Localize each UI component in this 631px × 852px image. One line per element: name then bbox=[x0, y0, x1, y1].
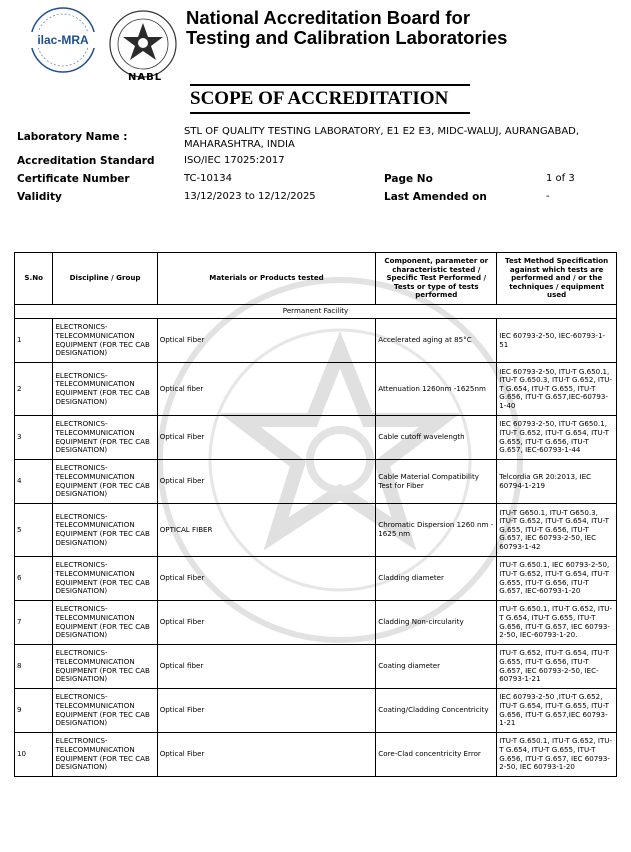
cell-component: Core-Clad concentricity Error bbox=[376, 733, 497, 777]
board-title bbox=[186, 8, 606, 48]
cell-discipline: ELECTRONICS- TELECOMMUNICATION EQUIPMENT (FOR TEC CAB DESIGNATION) bbox=[53, 460, 157, 504]
header-sno: S.No bbox=[15, 253, 53, 305]
certificate-label: Certificate Number bbox=[17, 173, 130, 185]
cell-sno: 4 bbox=[15, 460, 53, 504]
table-row bbox=[15, 733, 617, 777]
cell-material: Optical Fiber bbox=[157, 557, 376, 601]
cell-method: ITU-T G.650.1, IEC 60793-2-50, ITU-T G.652, ITU-T G.654, ITU-T G.655, ITU-T G.656, ITU-T G.657, IEC-60793-1-20 bbox=[497, 557, 617, 601]
cell-sno: 8 bbox=[15, 645, 53, 689]
cell-method: Telcordia GR 20:2013, IEC 60794-1-219 bbox=[497, 460, 617, 504]
cell-component: Cladding diameter bbox=[376, 557, 497, 601]
title-rule-bottom bbox=[190, 112, 470, 114]
cell-sno: 6 bbox=[15, 557, 53, 601]
cell-sno: 10 bbox=[15, 733, 53, 777]
cell-method: ITU-T G.650.1, ITU-T G.652, ITU-T G.654, ITU-T G.655, ITU-T G.656, ITU-T G.657, IEC 60793-2-50, IEC-60793-1-20. bbox=[497, 601, 617, 645]
table-body bbox=[15, 305, 617, 777]
validity-label: Validity bbox=[17, 191, 62, 203]
facility-label: Permanent Facility bbox=[15, 305, 617, 319]
cell-material: Optical Fiber bbox=[157, 733, 376, 777]
board-title-line2: Testing and Calibration Laboratories bbox=[186, 27, 508, 48]
cell-material: Optical Fiber bbox=[157, 601, 376, 645]
cell-sno: 5 bbox=[15, 504, 53, 557]
lab-name-line1: STL OF QUALITY TESTING LABORATORY, E1 E2 E3, MIDC-WALUJ, AURANGABAD, bbox=[184, 126, 580, 137]
cell-discipline: ELECTRONICS- TELECOMMUNICATION EQUIPMENT (FOR TEC CAB DESIGNATION) bbox=[53, 645, 157, 689]
page-no-label: Page No bbox=[384, 173, 433, 185]
cell-component: Coating diameter bbox=[376, 645, 497, 689]
table-row bbox=[15, 504, 617, 557]
table-header-row bbox=[15, 253, 617, 305]
header-component: Component, parameter or characteristic tested / Specific Test Performed / Tests or type of tests performed bbox=[376, 253, 497, 305]
header-materials: Materials or Products tested bbox=[157, 253, 376, 305]
scope-table bbox=[14, 252, 617, 777]
cell-material: Optical Fiber bbox=[157, 416, 376, 460]
cell-discipline: ELECTRONICS- TELECOMMUNICATION EQUIPMENT (FOR TEC CAB DESIGNATION) bbox=[53, 733, 157, 777]
cell-material: Optical fiber bbox=[157, 363, 376, 416]
certificate-value: TC-10134 bbox=[184, 173, 232, 184]
table-row bbox=[15, 460, 617, 504]
cell-material: OPTICAL FIBER bbox=[157, 504, 376, 557]
lab-name-line2: MAHARASHTRA, INDIA bbox=[184, 139, 295, 150]
cell-sno: 1 bbox=[15, 319, 53, 363]
standard-value: ISO/IEC 17025:2017 bbox=[184, 155, 285, 166]
cell-discipline: ELECTRONICS- TELECOMMUNICATION EQUIPMENT (FOR TEC CAB DESIGNATION) bbox=[53, 601, 157, 645]
table-row bbox=[15, 557, 617, 601]
cell-discipline: ELECTRONICS- TELECOMMUNICATION EQUIPMENT (FOR TEC CAB DESIGNATION) bbox=[53, 504, 157, 557]
cell-method: IEC 60793-2-50, IEC-60793-1-51 bbox=[497, 319, 617, 363]
table-row bbox=[15, 645, 617, 689]
cell-method: ITU-T G.650.1, ITU-T G.652, ITU-T G.654, ITU-T G.655, ITU-T G.656, ITU-T G.657, IEC 60793-2-50, IEC 60793-1-20 bbox=[497, 733, 617, 777]
cell-discipline: ELECTRONICS- TELECOMMUNICATION EQUIPMENT (FOR TEC CAB DESIGNATION) bbox=[53, 363, 157, 416]
cell-sno: 7 bbox=[15, 601, 53, 645]
ilac-mra-logo bbox=[22, 6, 104, 74]
page-no-value: 1 of 3 bbox=[546, 173, 575, 184]
header-method: Test Method Specification against which tests are performed and / or the techniques / equipment used bbox=[497, 253, 617, 305]
cell-material: Optical Fiber bbox=[157, 689, 376, 733]
table-row bbox=[15, 363, 617, 416]
facility-row bbox=[15, 305, 617, 319]
cell-method: ITU-T G.652, ITU-T G.654, ITU-T G.655, ITU-T G.656, ITU-T G.657, IEC 60793-2-50, IEC-60793-1-21 bbox=[497, 645, 617, 689]
document-title bbox=[190, 86, 470, 110]
cell-discipline: ELECTRONICS- TELECOMMUNICATION EQUIPMENT (FOR TEC CAB DESIGNATION) bbox=[53, 689, 157, 733]
cell-component: Chromatic Dispersion 1260 nm - 1625 nm bbox=[376, 504, 497, 557]
cell-sno: 2 bbox=[15, 363, 53, 416]
cell-component: Cable cutoff wavelength bbox=[376, 416, 497, 460]
cell-material: Optical fiber bbox=[157, 645, 376, 689]
header-discipline: Discipline / Group bbox=[53, 253, 157, 305]
last-amended-value: - bbox=[546, 191, 550, 202]
cell-discipline: ELECTRONICS- TELECOMMUNICATION EQUIPMENT (FOR TEC CAB DESIGNATION) bbox=[53, 557, 157, 601]
svg-text:ilac-MRA: ilac-MRA bbox=[37, 33, 89, 47]
cell-sno: 3 bbox=[15, 416, 53, 460]
cell-component: Coating/Cladding Concentricity bbox=[376, 689, 497, 733]
standard-label: Accreditation Standard bbox=[17, 155, 155, 167]
board-title-line1: National Accreditation Board for bbox=[186, 7, 471, 28]
cell-component: Accelerated aging at 85°C bbox=[376, 319, 497, 363]
cell-method: IEC 60793-2-50, ITU-T G.650.1, ITU-T G.650.3, ITU-T G.652, ITU-T G.654, ITU-T G.655, ITU-T G.656, ITU-T G.657,IEC-60793-1-40 bbox=[497, 363, 617, 416]
cell-component: Cladding Non-circularity bbox=[376, 601, 497, 645]
table-row bbox=[15, 689, 617, 733]
cell-sno: 9 bbox=[15, 689, 53, 733]
cell-method: IEC 60793-2-50 ,ITU-T G.652, ITU-T G.654, ITU-T G.655, ITU-T G.656, ITU-T G.657,IEC 60793-1-21 bbox=[497, 689, 617, 733]
cell-method: IEC 60793-2-50, ITU-T G650.1, ITU-T G.652, ITU-T G.654, ITU-T G.655, ITU-T G.656, ITU-T G.657, IEC-60793-1-44 bbox=[497, 416, 617, 460]
title-rule-top bbox=[190, 84, 470, 86]
lab-name-label: Laboratory Name : bbox=[17, 131, 128, 143]
table-row bbox=[15, 319, 617, 363]
lab-name-value bbox=[184, 125, 604, 151]
cell-discipline: ELECTRONICS- TELECOMMUNICATION EQUIPMENT (FOR TEC CAB DESIGNATION) bbox=[53, 319, 157, 363]
nabl-logo-text: NABL bbox=[128, 72, 163, 83]
cell-discipline: ELECTRONICS- TELECOMMUNICATION EQUIPMENT (FOR TEC CAB DESIGNATION) bbox=[53, 416, 157, 460]
cell-component: Cable Material Compatibility Test for Fiber bbox=[376, 460, 497, 504]
cell-material: Optical Fiber bbox=[157, 319, 376, 363]
cell-component: Attenuation 1260nm -1625nm bbox=[376, 363, 497, 416]
table-row bbox=[15, 601, 617, 645]
cell-material: Optical Fiber bbox=[157, 460, 376, 504]
cell-method: ITU-T G650.1, ITU-T G650.3, ITU-T G.652, ITU-T G.654, ITU-T G.655, ITU-T G.656, ITU-T G.657, IEC 60793-2-50, IEC 60793-1-42 bbox=[497, 504, 617, 557]
last-amended-label: Last Amended on bbox=[384, 191, 487, 203]
validity-value: 13/12/2023 to 12/12/2025 bbox=[184, 191, 316, 202]
document-title-text: SCOPE OF ACCREDITATION bbox=[190, 88, 449, 109]
table-row bbox=[15, 416, 617, 460]
